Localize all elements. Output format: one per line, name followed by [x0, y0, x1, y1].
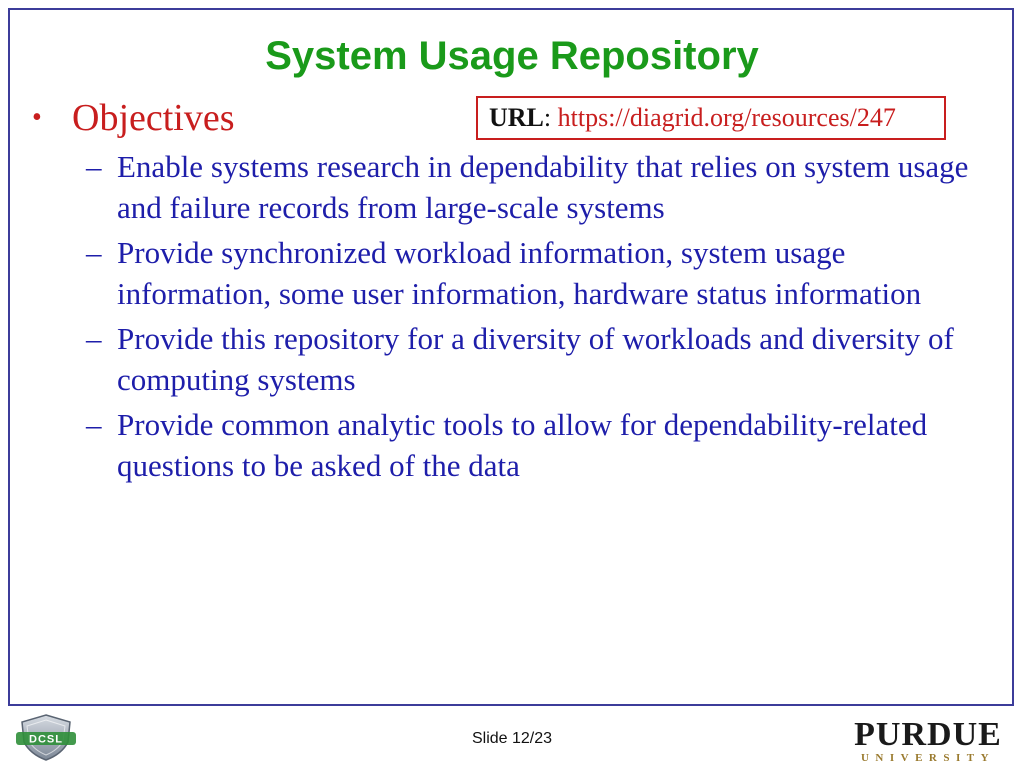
objective-text: Enable systems research in dependability that relies on system usage and failure records from large-scale systems — [117, 149, 969, 225]
bullet-marker: • — [32, 102, 42, 133]
dash-marker: – — [86, 235, 102, 270]
url-label: URL — [489, 103, 544, 132]
objective-item — [86, 232, 986, 314]
objective-item — [86, 318, 986, 400]
objective-text: Provide this repository for a diversity of workloads and diversity of computing systems — [117, 321, 954, 397]
objective-text: Provide synchronized workload information, system usage information, some user information, hardware status information — [117, 235, 922, 311]
dcsl-logo — [14, 712, 78, 762]
dash-marker: – — [86, 321, 102, 356]
objectives-list — [86, 146, 986, 490]
url-callout — [476, 96, 946, 140]
objective-item — [86, 404, 986, 486]
url-link[interactable]: https://diagrid.org/resources/247 — [557, 103, 896, 132]
bullet-objectives: Objectives — [72, 97, 235, 139]
objective-text: Provide common analytic tools to allow for dependability-related questions to be asked of the data — [117, 407, 928, 483]
dcsl-logo-text: DCSL — [29, 733, 63, 746]
objective-item — [86, 146, 986, 228]
dash-marker: – — [86, 149, 102, 184]
dash-marker: – — [86, 407, 102, 442]
purdue-logo-sub: UNIVERSITY — [860, 752, 996, 764]
slide-title: System Usage Repository — [265, 34, 759, 78]
purdue-logo-main: PURDUE — [854, 716, 1002, 753]
url-colon: : — [543, 103, 552, 132]
slide-number: Slide 12/23 — [471, 730, 553, 747]
purdue-logo — [850, 714, 1006, 764]
